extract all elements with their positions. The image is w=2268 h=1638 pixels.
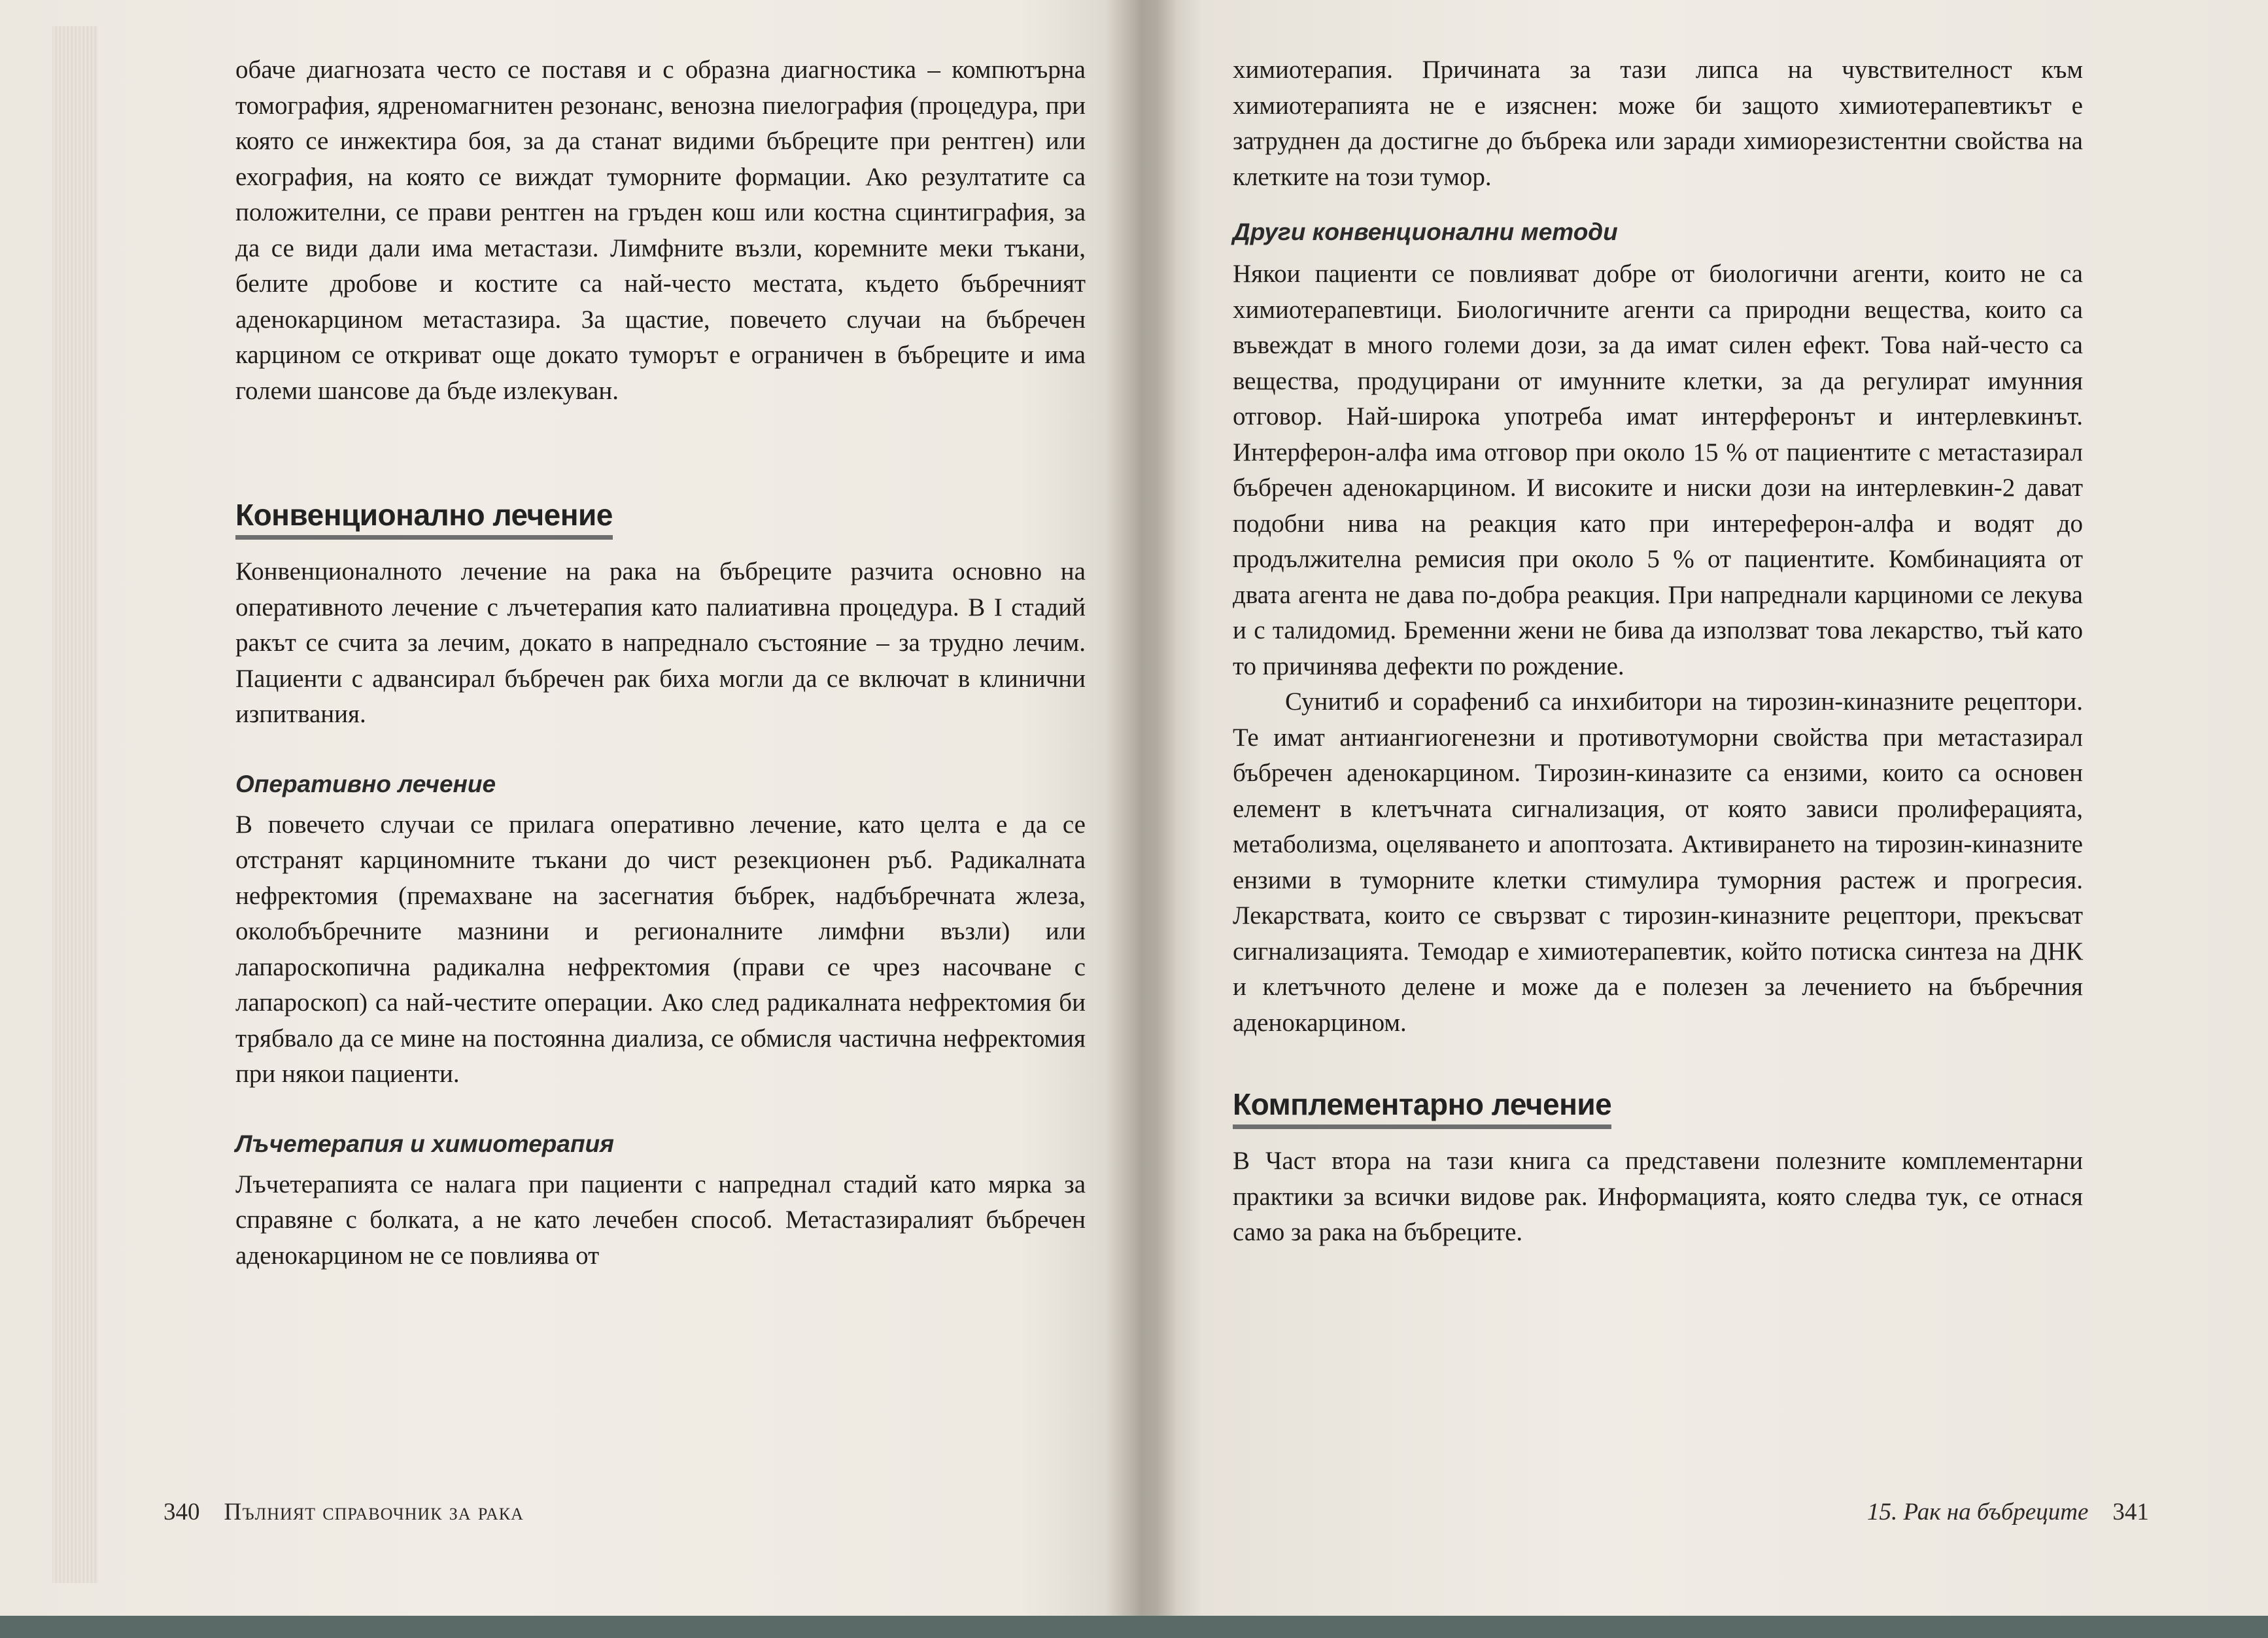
right-paragraph-chemo-continued: химиотерапия. Причината за тази липса на чувствителност към химиотерапията не е изяснен: може би защото химиотерапевтикът е затруднен да достигне до бъбрека или заради химиорезистентни свойства на клетките на този тумор. [1233,56,2083,191]
right-paragraph-complementary: В Част втора на тази книга са представени полезните комплементарни практики за всички видове рак. Информацията, която следва тук, се отнася само за рака на бъбреците. [1233,1147,2083,1246]
left-paragraph-radio-chemo: Лъчетерапията се налага при пациенти с напреднал стадий като мярка за справяне с болката, а не като лечебен способ. Метастазиралият бъбречен аденокарцином не се повлиява от [235,1170,1086,1270]
heading-complementary-treatment: Комплементарно лечение [1233,1087,1611,1129]
page-number-left: 340 [163,1499,200,1525]
left-paragraph-diagnosis: обаче диагнозата често се поставя и с образна диагностика – компютърна томография, ядреномагнитен резонанс, венозна пиелография (процедура, при която се инжектира боя, за да станат видими бъбреците при рентген) или ехография, на която се виждат туморните формации. Ако резултатите са положителни, се прави рентген на гръден кош или костна сцинтиграфия, за да се види дали има метастази. Лимфните възли, коремните меки тъкани, белите дробове и костите са най-често местата, където бъбречният аденокарцином метастазира. За щастие, повечето случаи на бъбречен карцином се откриват още докато туморът е ограничен в бъбреците и има големи шансове да бъде излекуван. [235,56,1086,405]
subheading-radio-chemo: Лъчетерапия и химиотерапия [235,1130,614,1157]
page-number-right: 341 [2112,1499,2149,1525]
running-title-chapter: 15. Рак на бъбреците [1867,1499,2089,1525]
left-paragraph-surgery: В повечето случаи се прилага оперативно лечение, като целта е да се отстранят карциномните тъкани до чист резекционен ръб. Радикалната нефректомия (премахване на засегнатия бъбрек, надбъбречната жлеза, околобъбречните мазнини и регионалните лимфни възли) или лапароскопична радикална нефректомия (прави се чрез насочване с лапароскоп) са най-честите операции. Ако след радикалната нефректомия би трябвало да се мине на постоянна диализа, се обмисля частична нефректомия при някои пациенти. [235,810,1086,1088]
page-edges [52,26,98,1583]
subheading-other-methods: Други конвенционални методи [1233,218,1618,245]
right-paragraph-kinase-inhibitors: Сунитиб и сорафениб са инхибитори на тирозин-киназните рецептори. Те имат антиангиогенезни и противотуморни свойства при метастазирал бъбречен аденокарцином. Тирозин-киназите са ензими, които са основен елемент в клетъчната сигнализация, от която зависи пролиферацията, метаболизма, оцеляването и апоптозата. Активирането на тирозин-киназните ензими в туморните клетки стимулира туморния растеж и прогресия. Лекарствата, които се свързват с тирозин-киназните рецептори, прекъсват сигнализацията. Темодар е химиотерапевтик, който потиска синтеза на ДНК и клетъчното делене и може да е полезен за лечението на бъбречния аденокарцином. [1233,688,2083,1037]
book-gutter [1105,0,1177,1616]
left-footer [163,1498,524,1526]
right-paragraph-biologic-agents: Някои пациенти се повлияват добре от биологични агенти, които не са химиотерапевтици. Биологичните агенти са природни вещества, които са въвеждат в много големи дози, за да имат силен ефект. Това най-често са вещества, продуцирани от имунните клетки, за да регулират имунния отговор. Най-широка употреба имат интерферонът и интерлевкинът. Интерферон-алфа има отговор при около 15 % от пациентите с метастазирал бъбречен аденокарцином. И високите и ниски дози на интерлевкин-2 дават подобни нива на реакция като при интереферон-алфа и водят до продължителна ремисия при около 5 % от пациентите. Комбинацията от двата агента не дава по-добра реакция. При напреднали карциноми се лекува и с талидомид. Бременни жени не бива да използват това лекарство, тъй като то причинява дефекти по рождение. [1233,260,2083,680]
right-footer [1867,1498,2149,1526]
right-page [1233,52,2083,1251]
heading-conventional-treatment: Конвенционално лечение [235,497,613,540]
left-paragraph-conventional: Конвенционалното лечение на рака на бъбреците разчита основно на оперативното лечение с лъчетерапия като палиативна процедура. В I стадий ракът се счита за лечим, докато в напреднало състояние – за трудно лечим. Пациенти с адвансирал бъбречен рак биха могли да се включат в клинични изпитвания. [235,557,1086,728]
left-page [235,52,1086,1274]
running-title-book: Пълният справочник за рака [224,1499,524,1525]
subheading-surgery: Оперативно лечение [235,770,496,797]
